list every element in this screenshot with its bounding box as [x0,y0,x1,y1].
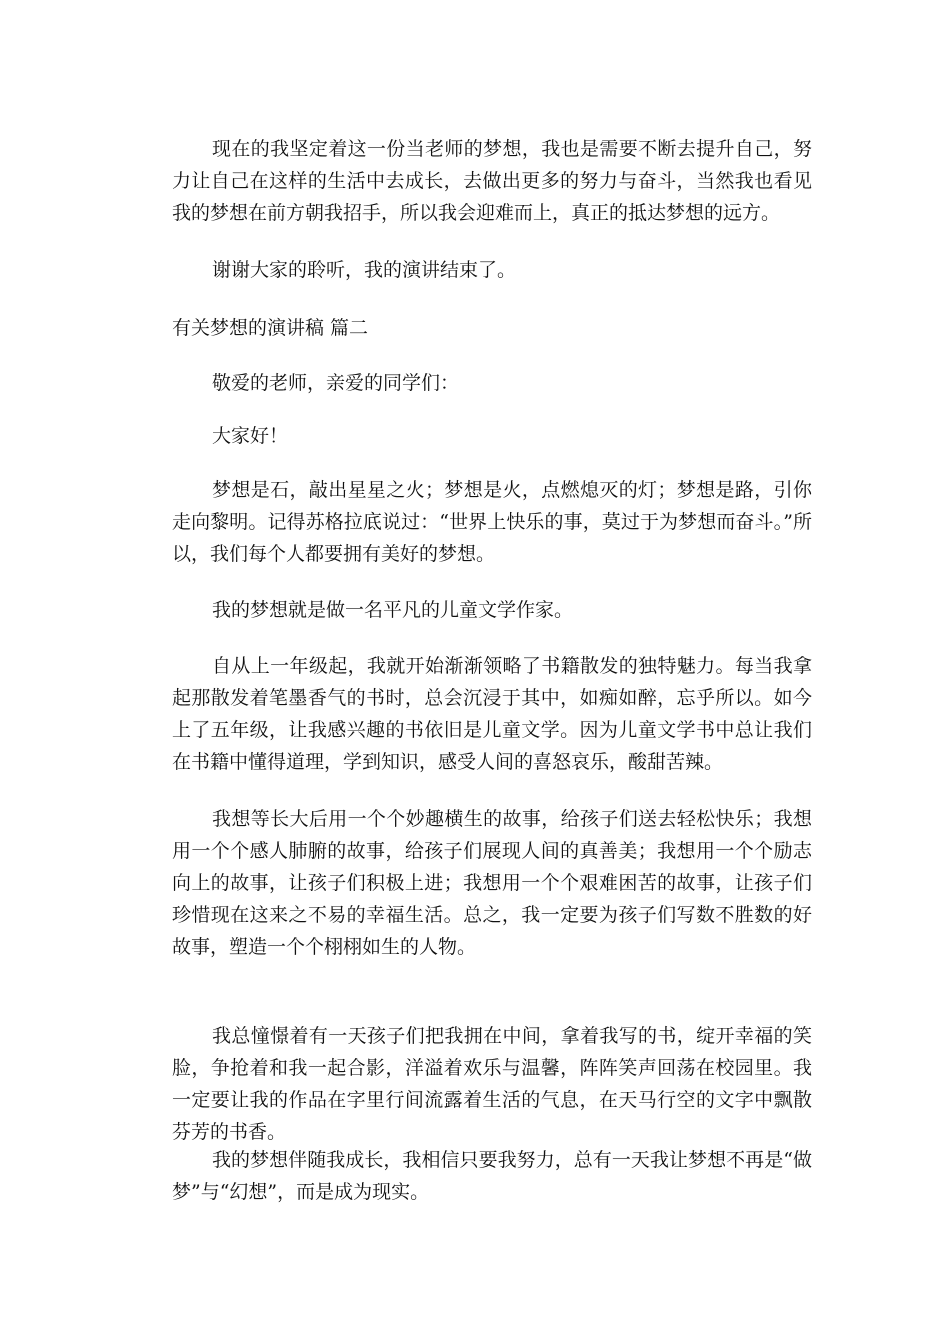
paragraph-10: 我的梦想伴随我成长，我相信只要我努力，总有一天我让梦想不再是“做梦”与“幻想”，而是成为现实。 [172,1149,812,1203]
paragraph-1: 现在的我坚定着这一份当老师的梦想，我也是需要不断去提升自己，努力让自己在这样的生活中去成长，去做出更多的努力与奋斗，当然我也看见我的梦想在前方朝我招手，所以我会迎难而上，真正的抵达梦想的远方。 [172,138,812,224]
paragraph-6: 我的梦想就是做一名平凡的儿童文学作家。 [212,599,574,621]
paragraph-8: 我想等长大后用一个个妙趣横生的故事，给孩子们送去轻松快乐；我想用一个个感人肺腑的故事，给孩子们展现人间的真善美；我想用一个个励志向上的故事，让孩子们积极上进；我想用一个个艰难困苦的故事，让孩子们珍惜现在这来之不易的幸福生活。总之，我一定要为孩子们写数不胜数的好故事，塑造一个个栩栩如生的人物。 [172,808,812,958]
section-heading: 有关梦想的演讲稿 篇二 [172,317,369,339]
paragraph-7: 自从上一年级起，我就开始渐渐领略了书籍散发的独特魅力。每当我拿起那散发着笔墨香气的书时，总会沉浸于其中，如痴如醉，忘乎所以。如今上了五年级，让我感兴趣的书依旧是儿童文学。因为儿童文学书中总让我们在书籍中懂得道理，学到知识，感受人间的喜怒哀乐，酸甜苦辣。 [172,655,812,773]
paragraph-3: 敬爱的老师，亲爱的同学们： [212,372,460,394]
paragraph-9: 我总憧憬着有一天孩子们把我拥在中间，拿着我写的书，绽开幸福的笑脸，争抢着和我一起合影，洋溢着欢乐与温馨，阵阵笑声回荡在校园里。我一定要让我的作品在字里行间流露着生活的气息，在天马行空的文字中飘散芬芳的书香。 [172,1025,812,1143]
paragraph-5: 梦想是石，敲出星星之火；梦想是火，点燃熄灭的灯；梦想是路，引你走向黎明。记得苏格拉底说过：“世界上快乐的事，莫过于为梦想而奋斗。”所以，我们每个人都要拥有美好的梦想。 [172,479,812,565]
paragraph-4: 大家好！ [212,425,289,447]
paragraph-2: 谢谢大家的聆听，我的演讲结束了。 [212,259,517,281]
